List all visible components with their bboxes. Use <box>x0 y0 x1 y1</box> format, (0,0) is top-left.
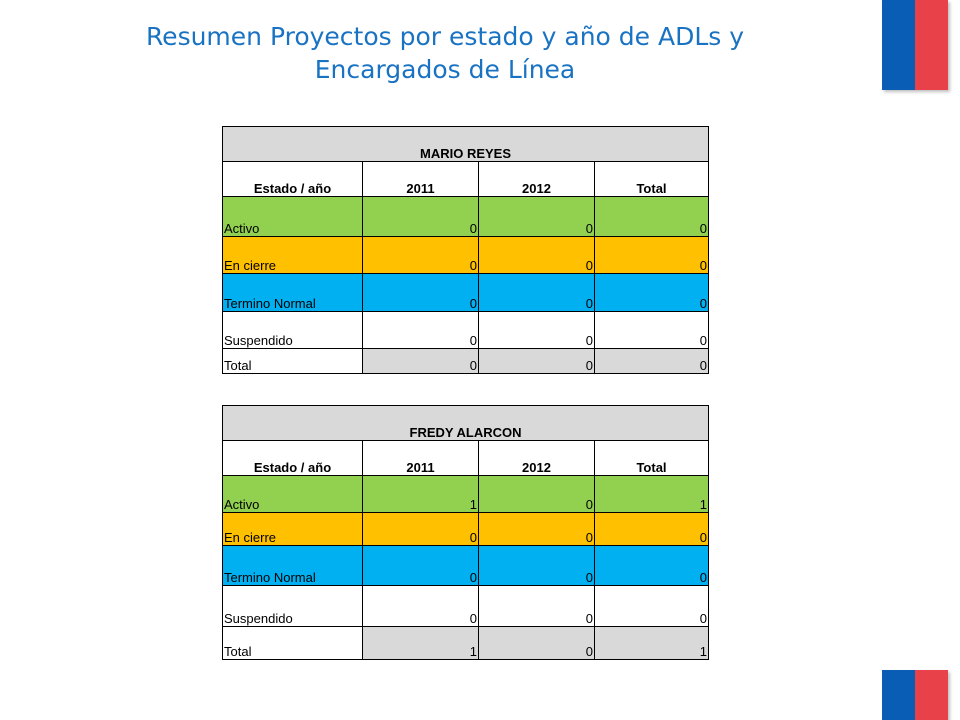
cell-total: 0 <box>595 513 709 546</box>
cell-2012: 0 <box>479 546 595 586</box>
cell-2012: 0 <box>479 197 595 237</box>
table-row-total <box>223 627 709 660</box>
table-row-termino-normal <box>223 274 709 312</box>
summary-table-mario-reyes <box>222 126 709 374</box>
chile-flag-stripe-top <box>882 0 948 90</box>
cell-2012: 0 <box>479 274 595 312</box>
row-label: Suspendido <box>223 586 363 627</box>
summary-table-fredy-alarcon <box>222 405 709 660</box>
cell-total: 0 <box>595 349 709 374</box>
row-label: Termino Normal <box>223 274 363 312</box>
cell-2012: 0 <box>479 586 595 627</box>
cell-2012: 0 <box>479 627 595 660</box>
page-title-line-1: Resumen Proyectos por estado y año de ADLs y <box>145 22 745 51</box>
cell-total: 1 <box>595 627 709 660</box>
cell-2011: 0 <box>363 312 479 349</box>
column-header-total: Total <box>595 162 709 197</box>
row-label: Suspendido <box>223 312 363 349</box>
cell-2011: 0 <box>363 586 479 627</box>
cell-2011: 0 <box>363 349 479 374</box>
row-label: Total <box>223 349 363 374</box>
page-title <box>60 20 830 86</box>
column-header-total: Total <box>595 441 709 476</box>
column-header-estado: Estado / año <box>223 441 363 476</box>
table-row-en-cierre <box>223 513 709 546</box>
row-label: Activo <box>223 476 363 513</box>
table-row-activo <box>223 197 709 237</box>
table-row-activo <box>223 476 709 513</box>
cell-total: 0 <box>595 274 709 312</box>
cell-2012: 0 <box>479 513 595 546</box>
column-header-2011: 2011 <box>363 162 479 197</box>
row-label: En cierre <box>223 237 363 274</box>
cell-2012: 0 <box>479 476 595 513</box>
cell-2012: 0 <box>479 312 595 349</box>
row-label: Activo <box>223 197 363 237</box>
cell-2011: 0 <box>363 197 479 237</box>
cell-2011: 0 <box>363 546 479 586</box>
cell-total: 0 <box>595 586 709 627</box>
cell-total: 0 <box>595 237 709 274</box>
row-label: Termino Normal <box>223 546 363 586</box>
column-header-estado: Estado / año <box>223 162 363 197</box>
column-header-2012: 2012 <box>479 441 595 476</box>
cell-total: 0 <box>595 312 709 349</box>
cell-2011: 0 <box>363 513 479 546</box>
table-row-termino-normal <box>223 546 709 586</box>
cell-2011: 1 <box>363 627 479 660</box>
cell-total: 0 <box>595 546 709 586</box>
cell-total: 0 <box>595 197 709 237</box>
page-title-line-2: Encargados de Línea <box>314 55 576 84</box>
table-row-total <box>223 349 709 374</box>
row-label: Total <box>223 627 363 660</box>
table-row-en-cierre <box>223 237 709 274</box>
row-label: En cierre <box>223 513 363 546</box>
table-row-suspendido <box>223 586 709 627</box>
column-header-2011: 2011 <box>363 441 479 476</box>
chile-flag-stripe-bottom <box>882 670 948 720</box>
cell-total: 1 <box>595 476 709 513</box>
column-header-2012: 2012 <box>479 162 595 197</box>
cell-2011: 0 <box>363 274 479 312</box>
cell-2012: 0 <box>479 349 595 374</box>
cell-2011: 1 <box>363 476 479 513</box>
cell-2012: 0 <box>479 237 595 274</box>
table-title: MARIO REYES <box>223 127 709 162</box>
table-title: FREDY ALARCON <box>223 406 709 441</box>
cell-2011: 0 <box>363 237 479 274</box>
table-row-suspendido <box>223 312 709 349</box>
